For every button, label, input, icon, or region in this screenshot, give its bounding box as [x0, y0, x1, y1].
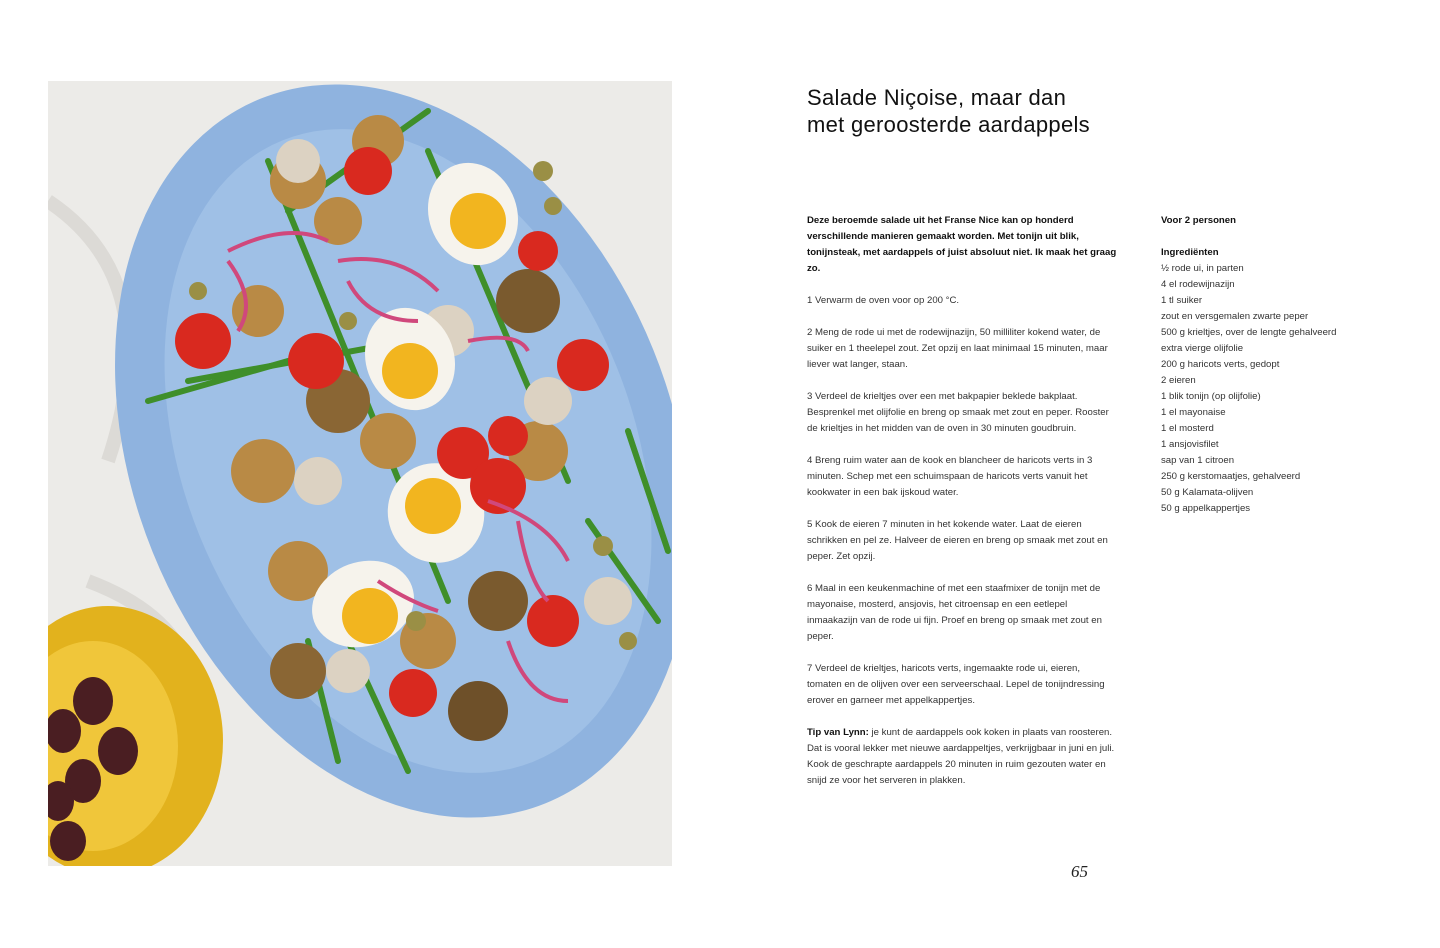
ingredient: ½ rode ui, in parten — [1161, 263, 1244, 274]
ingredient: extra vierge olijfolie — [1161, 343, 1244, 354]
step: 2 Meng de rode ui met de rodewijnazijn, 50 milliliter kokend water, de suiker en 1 theelepel zout. Zet opzij en laat minimaal 15 minuten, maar liever wat langer, staan. — [807, 327, 1108, 370]
ingredients-panel — [1161, 213, 1391, 517]
servings: Voor 2 personen — [1161, 215, 1236, 226]
ingredient: 200 g haricots verts, gedopt — [1161, 359, 1280, 370]
step: 4 Breng ruim water aan de kook en blancheer de haricots verts in 3 minuten. Schep met een schuimspaan de haricots verts vanuit het kookwater in een bak ijskoud water. — [807, 455, 1093, 498]
ingredient: 2 eieren — [1161, 375, 1196, 386]
ingredient: 1 el mosterd — [1161, 423, 1214, 434]
step: 7 Verdeel de krieltjes, haricots verts, ingemaakte rode ui, eieren, tomaten en de olijven over een serveerschaal. Lepel de tonijndressing erover en garneer met appelkappertjes. — [807, 663, 1105, 706]
ingredient: 1 blik tonijn (op olijfolie) — [1161, 391, 1261, 402]
salad-photo — [48, 81, 672, 866]
tip — [807, 725, 1117, 789]
tip-text: je kunt de aardappels ook koken in plaats van roosteren. Dat is vooral lekker met nieuwe aardappeltjes, verkrijgbaar in juni en juli. Kook de geschrapte aardappels 20 minuten in ruim gezouten water en snijd ze voor het serveren in plakken. — [807, 727, 1115, 786]
step: 6 Maal in een keukenmachine of met een staafmixer de tonijn met de mayonaise, mosterd, ansjovis, het citroensap en een eetlepel inmaakazijn van de rode ui fijn. Proef en breng op smaak met zout en peper. — [807, 583, 1102, 642]
ingredient: 4 el rodewijnazijn — [1161, 279, 1235, 290]
recipe-method — [807, 213, 1117, 805]
ingredients-list — [1161, 261, 1391, 517]
step: 1 Verwarm de oven voor op 200 °C. — [807, 295, 960, 306]
recipe-title: Salade Niçoise, maar dan met geroosterde aardappels — [807, 85, 1090, 137]
ingredients-heading: Ingrediënten — [1161, 247, 1219, 258]
page-number: 65 — [1071, 862, 1088, 881]
ingredient: 1 el mayonaise — [1161, 407, 1226, 418]
ingredient: 1 tl suiker — [1161, 295, 1203, 306]
ingredient: sap van 1 citroen — [1161, 455, 1235, 466]
step: 3 Verdeel de krieltjes over een met bakpapier beklede bakplaat. Besprenkel met olijfolie en breng op smaak met zout en peper. Rooster de krieltjes in het midden van de oven in 30 minuten goudbruin. — [807, 391, 1109, 434]
ingredient: 1 ansjovisfilet — [1161, 439, 1219, 450]
ingredient: 50 g appelkappertjes — [1161, 503, 1251, 514]
ingredient: 500 g krieltjes, over de lengte gehalveerd — [1161, 327, 1337, 338]
intro-text: Deze beroemde salade uit het Franse Nice kan op honderd verschillende manieren gemaakt worden. Met tonijn uit blik, tonijnsteak, met aardappels of juist absoluut niet. Ik maak het graag zo. — [807, 215, 1117, 274]
ingredient: 250 g kerstomaatjes, gehalveerd — [1161, 471, 1301, 482]
step: 5 Kook de eieren 7 minuten in het kokende water. Laat de eieren schrikken en pel ze. Halveer de eieren en breng op smaak met zout en peper. Zet opzij. — [807, 519, 1108, 562]
ingredient: zout en versgemalen zwarte peper — [1161, 311, 1309, 322]
ingredient: 50 g Kalamata-olijven — [1161, 487, 1254, 498]
tip-label: Tip van Lynn: — [807, 727, 869, 738]
